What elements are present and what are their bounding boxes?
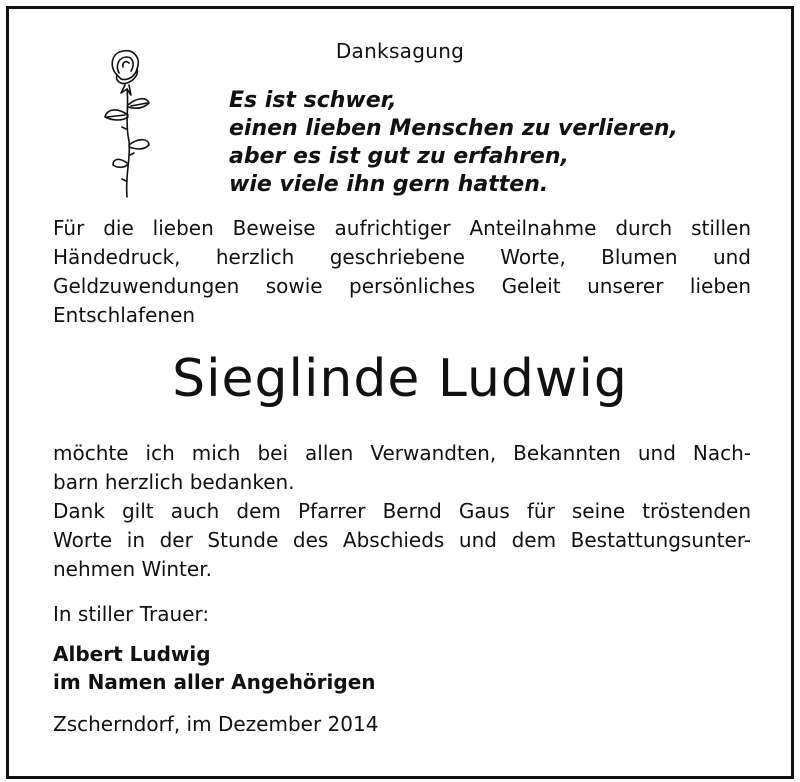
intro-line: Geldzuwendungen sowie persönliches Geleit unserer lieben <box>53 274 751 298</box>
intro-line: Für die lieben Beweise aufrichtiger Anteilnahme durch stillen <box>53 216 751 240</box>
thanks-paragraph <box>53 439 751 584</box>
poem-line: wie viele ihn gern hatten. <box>229 172 549 197</box>
header-title: Danksagung <box>335 39 465 63</box>
thanks-line: nehmen Winter. <box>53 557 212 581</box>
thanks-line: möchte ich mich bei allen Verwandten, Bekannten und Nach- <box>53 441 751 465</box>
intro-paragraph <box>53 214 751 330</box>
rose-icon <box>95 45 155 205</box>
poem-line: aber es ist gut zu erfahren, <box>229 144 569 169</box>
place-date: Zscherndorf, im Dezember 2014 <box>53 712 379 736</box>
obituary-frame <box>6 6 794 779</box>
intro-line: Entschlafenen <box>53 303 196 327</box>
obituary-content <box>9 9 791 776</box>
thanks-line: barn herzlich bedanken. <box>53 470 295 494</box>
mourning-label: In stiller Trauer: <box>53 602 210 626</box>
poem-line: Es ist schwer, <box>229 88 397 113</box>
deceased-name: Sieglinde Ludwig <box>172 349 628 409</box>
thanks-line: Dank gilt auch dem Pfarrer Bernd Gaus für seine tröstenden <box>53 499 751 523</box>
poem-line: einen lieben Menschen zu verlieren, <box>229 116 678 141</box>
signatory-name: Albert Ludwig <box>53 642 211 666</box>
signatory-family: im Namen aller Angehörigen <box>53 670 376 694</box>
signatories <box>53 640 376 696</box>
thanks-line: Worte in der Stunde des Abschieds und dem Bestattungsunter- <box>53 528 751 552</box>
intro-line: Händedruck, herzlich geschriebene Worte, Blumen und <box>53 245 751 269</box>
poem <box>229 87 678 199</box>
